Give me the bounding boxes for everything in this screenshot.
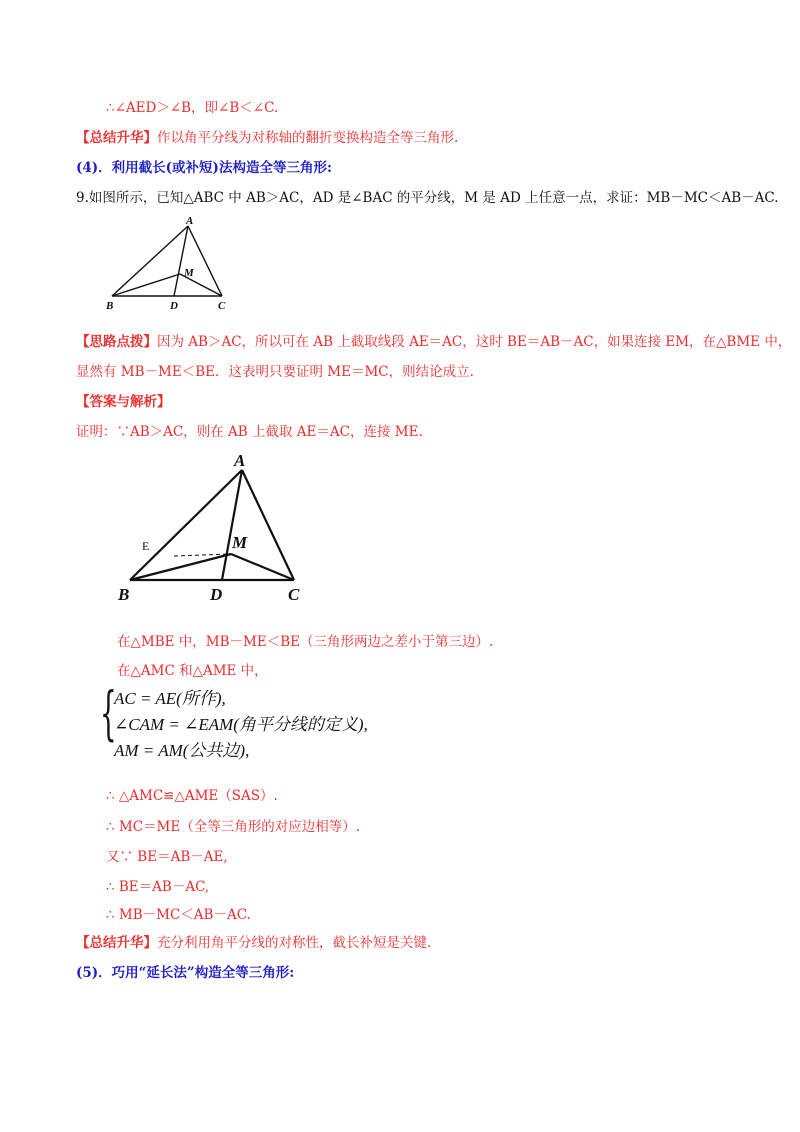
fig2-label-d: D [210,585,223,604]
fig1-side-ac [188,226,222,296]
fig1-label-c: C [218,300,226,312]
proof-final: ∴ MB－MC＜AB－AC. [106,907,251,923]
summary-text: 作以角平分线为对称轴的翻折变换构造全等三角形. [157,130,459,146]
summary-tag: 【总结升华】 [76,130,157,146]
summary-paragraph-1 [76,128,458,148]
section-heading-4: (4)．利用截长(或补短)法构造全等三角形: [76,160,332,176]
proof-first-line: 证明：∵AB＞AC，则在 AB 上截取 AE＝AC，连接 ME. [76,424,423,440]
fig2-side-ac [242,470,294,580]
hint-text: 因为 AB＞AC，所以可在 AB 上截取线段 AE＝AC，这时 BE＝AB－AC，如果连接 EM，在△BME 中， [157,334,792,350]
proof-be-equals: ∴ BE＝AB－AC, [106,879,210,895]
fig1-label-m: M [184,267,194,279]
proof-congruent: ∴ △AMC≌△AME（SAS）. [106,788,278,804]
answer-heading: 【答案与解析】 [76,394,171,410]
summary-paragraph-2 [76,933,431,953]
proof-line-triangles: 在△AMC 和△AME 中， [117,663,268,679]
fig2-label-e: E [142,539,150,553]
summary-text-2: 充分利用角平分线的对称性，截长补短是关键. [157,935,432,951]
system-eq-1: AC = AE(所作), [114,689,226,708]
figure-2-triangle [112,448,322,608]
conclusion-line: ∴∠AED＞∠B，即∠B＜∠C. [106,100,279,116]
hint-tag: 【思路点拨】 [76,334,157,350]
summary-tag-2: 【总结升华】 [76,935,157,951]
problem-9-statement: 9.如图所示，已知△ABC 中 AB＞AC，AD 是∠BAC 的平分线，M 是 AD 上任意一点，求证：MB－MC＜AB－AC. [76,190,779,206]
fig2-segment-mb [130,554,231,580]
fig2-label-c: C [288,585,300,604]
proof-be-def: 又∵ BE＝AB－AE, [106,849,228,865]
figure-1-triangle [100,212,240,316]
fig1-label-d: D [170,300,178,312]
proof-mc-equals-me: ∴ MC＝ME（全等三角形的对应边相等）. [106,819,361,835]
fig1-label-a: A [186,215,194,227]
system-eq-2: ∠CAM = ∠EAM(角平分线的定义), [114,715,368,734]
system-eq-3: AM = AM(公共边), [114,741,250,760]
section-heading-5: (5)．巧用“延长法”构造全等三角形: [76,965,295,981]
fig2-label-b: B [118,585,130,604]
proof-line-triangle-inequality: 在△MBE 中，MB－ME＜BE（三角形两边之差小于第三边）. [117,634,494,650]
system-brace: { [100,679,117,747]
fig1-label-b: B [106,300,114,312]
fig1-segment-mb [112,274,180,296]
hint-paragraph [76,332,791,352]
hint-paragraph-cont: 显然有 MB－ME＜BE．这表明只要证明 ME＝MC，则结论成立. [76,364,474,380]
fig2-label-m: M [232,533,248,552]
fig2-label-a: A [234,451,246,470]
